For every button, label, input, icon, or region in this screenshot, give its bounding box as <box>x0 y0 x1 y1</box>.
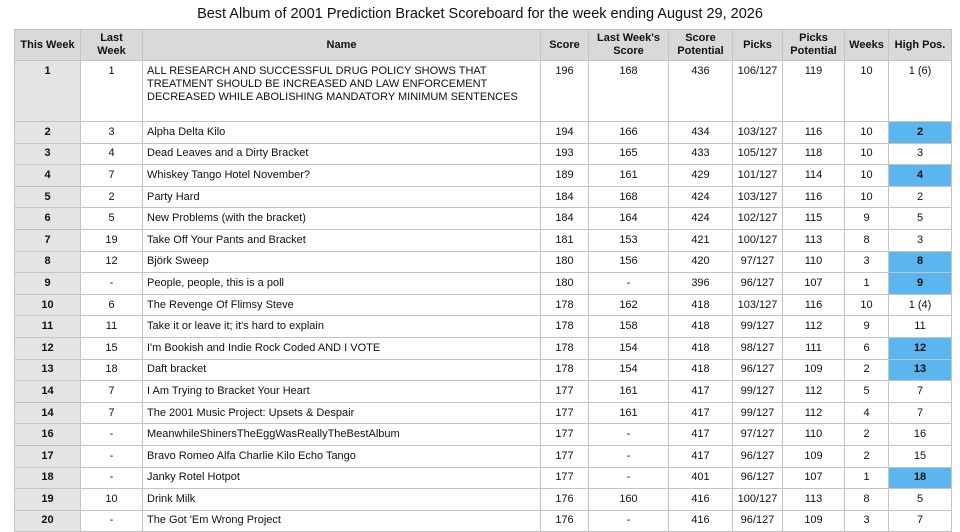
last-week-cell: 7 <box>81 165 143 187</box>
weeks-cell: 3 <box>845 510 889 532</box>
name-cell: Dead Leaves and a Dirty Bracket <box>143 143 541 165</box>
score-cell: 193 <box>541 143 589 165</box>
picks-potential-cell: 110 <box>783 251 845 273</box>
potential-cell: 436 <box>669 61 733 122</box>
score-cell: 178 <box>541 294 589 316</box>
potential-cell: 417 <box>669 381 733 403</box>
potential-cell: 418 <box>669 359 733 381</box>
this-week-cell: 12 <box>15 337 81 359</box>
last-week-cell: 7 <box>81 381 143 403</box>
score-cell: 178 <box>541 359 589 381</box>
picks-potential-cell: 114 <box>783 165 845 187</box>
table-row <box>15 445 952 467</box>
name-cell: Janky Rotel Hotpot <box>143 467 541 489</box>
score-cell: 178 <box>541 316 589 338</box>
weeks-cell: 10 <box>845 61 889 122</box>
score-cell: 196 <box>541 61 589 122</box>
last-score-cell: 168 <box>589 186 669 208</box>
picks-potential-cell: 113 <box>783 229 845 251</box>
col-name: Name <box>143 30 541 61</box>
weeks-cell: 1 <box>845 467 889 489</box>
high-pos-cell: 8 <box>889 251 952 273</box>
this-week-cell: 5 <box>15 186 81 208</box>
weeks-cell: 2 <box>845 445 889 467</box>
high-pos-cell: 5 <box>889 208 952 230</box>
picks-cell: 99/127 <box>733 381 783 403</box>
table-row <box>15 402 952 424</box>
last-week-cell: 15 <box>81 337 143 359</box>
weeks-cell: 10 <box>845 186 889 208</box>
high-pos-cell: 13 <box>889 359 952 381</box>
high-pos-cell: 7 <box>889 381 952 403</box>
last-week-cell: - <box>81 273 143 295</box>
name-cell: I Am Trying to Bracket Your Heart <box>143 381 541 403</box>
name-cell: New Problems (with the bracket) <box>143 208 541 230</box>
col-weeks: Weeks <box>845 30 889 61</box>
picks-cell: 96/127 <box>733 445 783 467</box>
high-pos-cell: 11 <box>889 316 952 338</box>
picks-potential-cell: 113 <box>783 489 845 511</box>
name-cell: ALL RESEARCH AND SUCCESSFUL DRUG POLICY SHOWS THAT TREATMENT SHOULD BE INCREASED AND LAW ENFORCEMENT DECREASED WHILE ABOLISHING MANDATORY MINIMUM SENTENCES <box>143 61 541 122</box>
high-pos-cell: 3 <box>889 143 952 165</box>
weeks-cell: 5 <box>845 381 889 403</box>
weeks-cell: 10 <box>845 122 889 144</box>
table-row <box>15 316 952 338</box>
weeks-cell: 10 <box>845 165 889 187</box>
weeks-cell: 10 <box>845 294 889 316</box>
potential-cell: 424 <box>669 186 733 208</box>
name-cell: The Got 'Em Wrong Project <box>143 510 541 532</box>
score-cell: 184 <box>541 186 589 208</box>
high-pos-cell: 7 <box>889 402 952 424</box>
last-score-cell: - <box>589 510 669 532</box>
potential-cell: 417 <box>669 402 733 424</box>
picks-cell: 99/127 <box>733 402 783 424</box>
potential-cell: 421 <box>669 229 733 251</box>
picks-potential-cell: 116 <box>783 186 845 208</box>
weeks-cell: 4 <box>845 402 889 424</box>
weeks-cell: 2 <box>845 359 889 381</box>
this-week-cell: 18 <box>15 467 81 489</box>
last-score-cell: 166 <box>589 122 669 144</box>
col-high: High Pos. <box>889 30 952 61</box>
table-row <box>15 143 952 165</box>
name-cell: Alpha Delta Kilo <box>143 122 541 144</box>
table-row <box>15 186 952 208</box>
col-this-week: This Week <box>15 30 81 61</box>
picks-cell: 99/127 <box>733 316 783 338</box>
table-row <box>15 294 952 316</box>
this-week-cell: 13 <box>15 359 81 381</box>
score-cell: 176 <box>541 489 589 511</box>
table-row <box>15 359 952 381</box>
last-week-cell: 7 <box>81 402 143 424</box>
picks-cell: 100/127 <box>733 489 783 511</box>
this-week-cell: 14 <box>15 402 81 424</box>
high-pos-cell: 3 <box>889 229 952 251</box>
high-pos-cell: 2 <box>889 186 952 208</box>
potential-cell: 433 <box>669 143 733 165</box>
last-score-cell: 160 <box>589 489 669 511</box>
picks-cell: 100/127 <box>733 229 783 251</box>
high-pos-cell: 1 (4) <box>889 294 952 316</box>
weeks-cell: 2 <box>845 424 889 446</box>
high-pos-cell: 7 <box>889 510 952 532</box>
table-row <box>15 229 952 251</box>
last-score-cell: 153 <box>589 229 669 251</box>
score-cell: 181 <box>541 229 589 251</box>
table-row <box>15 424 952 446</box>
col-score: Score <box>541 30 589 61</box>
picks-potential-cell: 118 <box>783 143 845 165</box>
picks-potential-cell: 109 <box>783 359 845 381</box>
table-row <box>15 489 952 511</box>
picks-potential-cell: 107 <box>783 467 845 489</box>
name-cell: Take it or leave it; it's hard to explain <box>143 316 541 338</box>
high-pos-cell: 5 <box>889 489 952 511</box>
last-score-cell: - <box>589 273 669 295</box>
this-week-cell: 4 <box>15 165 81 187</box>
weeks-cell: 8 <box>845 229 889 251</box>
page-title: Best Album of 2001 Prediction Bracket Scoreboard for the week ending August 29, 2026 <box>197 6 763 22</box>
high-pos-cell: 18 <box>889 467 952 489</box>
last-week-cell: - <box>81 424 143 446</box>
weeks-cell: 8 <box>845 489 889 511</box>
name-cell: I'm Bookish and Indie Rock Coded AND I VOTE <box>143 337 541 359</box>
high-pos-cell: 16 <box>889 424 952 446</box>
last-score-cell: 161 <box>589 381 669 403</box>
picks-cell: 96/127 <box>733 467 783 489</box>
potential-cell: 401 <box>669 467 733 489</box>
last-score-cell: 156 <box>589 251 669 273</box>
potential-cell: 396 <box>669 273 733 295</box>
picks-potential-cell: 112 <box>783 381 845 403</box>
picks-cell: 98/127 <box>733 337 783 359</box>
score-cell: 177 <box>541 424 589 446</box>
last-score-cell: 161 <box>589 402 669 424</box>
last-score-cell: 158 <box>589 316 669 338</box>
picks-potential-cell: 112 <box>783 316 845 338</box>
score-cell: 177 <box>541 445 589 467</box>
this-week-cell: 17 <box>15 445 81 467</box>
score-cell: 177 <box>541 381 589 403</box>
picks-cell: 106/127 <box>733 61 783 122</box>
weeks-cell: 6 <box>845 337 889 359</box>
this-week-cell: 3 <box>15 143 81 165</box>
this-week-cell: 8 <box>15 251 81 273</box>
picks-potential-cell: 116 <box>783 122 845 144</box>
name-cell: Drink Milk <box>143 489 541 511</box>
last-week-cell: 4 <box>81 143 143 165</box>
last-week-cell: 18 <box>81 359 143 381</box>
score-cell: 180 <box>541 251 589 273</box>
last-score-cell: 168 <box>589 61 669 122</box>
high-pos-cell: 9 <box>889 273 952 295</box>
last-week-cell: 11 <box>81 316 143 338</box>
last-week-cell: - <box>81 467 143 489</box>
score-cell: 184 <box>541 208 589 230</box>
last-score-cell: 154 <box>589 359 669 381</box>
this-week-cell: 16 <box>15 424 81 446</box>
table-row <box>15 165 952 187</box>
this-week-cell: 2 <box>15 122 81 144</box>
picks-cell: 96/127 <box>733 273 783 295</box>
picks-cell: 97/127 <box>733 424 783 446</box>
name-cell: Take Off Your Pants and Bracket <box>143 229 541 251</box>
table-row <box>15 208 952 230</box>
score-cell: 176 <box>541 510 589 532</box>
picks-cell: 105/127 <box>733 143 783 165</box>
weeks-cell: 9 <box>845 316 889 338</box>
picks-potential-cell: 110 <box>783 424 845 446</box>
picks-potential-cell: 109 <box>783 445 845 467</box>
picks-cell: 103/127 <box>733 294 783 316</box>
weeks-cell: 1 <box>845 273 889 295</box>
header-row <box>15 30 952 61</box>
potential-cell: 417 <box>669 424 733 446</box>
potential-cell: 434 <box>669 122 733 144</box>
this-week-cell: 19 <box>15 489 81 511</box>
score-cell: 180 <box>541 273 589 295</box>
name-cell: Bravo Romeo Alfa Charlie Kilo Echo Tango <box>143 445 541 467</box>
last-week-cell: 1 <box>81 61 143 122</box>
last-week-cell: 2 <box>81 186 143 208</box>
table-row <box>15 467 952 489</box>
this-week-cell: 14 <box>15 381 81 403</box>
potential-cell: 420 <box>669 251 733 273</box>
this-week-cell: 6 <box>15 208 81 230</box>
potential-cell: 424 <box>669 208 733 230</box>
picks-cell: 101/127 <box>733 165 783 187</box>
table-row <box>15 337 952 359</box>
weeks-cell: 3 <box>845 251 889 273</box>
picks-cell: 103/127 <box>733 122 783 144</box>
last-week-cell: 19 <box>81 229 143 251</box>
table-row <box>15 122 952 144</box>
scoreboard-table <box>14 29 952 532</box>
last-score-cell: - <box>589 467 669 489</box>
col-picks: Picks <box>733 30 783 61</box>
picks-cell: 102/127 <box>733 208 783 230</box>
score-cell: 177 <box>541 402 589 424</box>
picks-potential-cell: 115 <box>783 208 845 230</box>
name-cell: Björk Sweep <box>143 251 541 273</box>
this-week-cell: 1 <box>15 61 81 122</box>
picks-potential-cell: 107 <box>783 273 845 295</box>
potential-cell: 418 <box>669 316 733 338</box>
score-cell: 177 <box>541 467 589 489</box>
name-cell: Daft bracket <box>143 359 541 381</box>
picks-potential-cell: 119 <box>783 61 845 122</box>
col-last-score: Last Week's Score <box>589 30 669 61</box>
this-week-cell: 10 <box>15 294 81 316</box>
name-cell: The Revenge Of Flimsy Steve <box>143 294 541 316</box>
last-week-cell: 6 <box>81 294 143 316</box>
high-pos-cell: 2 <box>889 122 952 144</box>
last-week-cell: 5 <box>81 208 143 230</box>
col-potential: Score Potential <box>669 30 733 61</box>
name-cell: The 2001 Music Project: Upsets & Despair <box>143 402 541 424</box>
high-pos-cell: 1 (6) <box>889 61 952 122</box>
table-row <box>15 273 952 295</box>
potential-cell: 416 <box>669 489 733 511</box>
last-week-cell: 12 <box>81 251 143 273</box>
last-score-cell: - <box>589 445 669 467</box>
name-cell: MeanwhileShinersTheEggWasReallyTheBestAlbum <box>143 424 541 446</box>
table-row <box>15 510 952 532</box>
this-week-cell: 9 <box>15 273 81 295</box>
table-row <box>15 61 952 122</box>
weeks-cell: 9 <box>845 208 889 230</box>
high-pos-cell: 12 <box>889 337 952 359</box>
last-score-cell: - <box>589 424 669 446</box>
last-week-cell: - <box>81 445 143 467</box>
score-cell: 189 <box>541 165 589 187</box>
last-score-cell: 162 <box>589 294 669 316</box>
potential-cell: 417 <box>669 445 733 467</box>
this-week-cell: 20 <box>15 510 81 532</box>
potential-cell: 429 <box>669 165 733 187</box>
last-week-cell: 3 <box>81 122 143 144</box>
potential-cell: 418 <box>669 294 733 316</box>
picks-potential-cell: 112 <box>783 402 845 424</box>
table-row <box>15 251 952 273</box>
score-cell: 178 <box>541 337 589 359</box>
picks-cell: 96/127 <box>733 359 783 381</box>
name-cell: Party Hard <box>143 186 541 208</box>
last-week-cell: 10 <box>81 489 143 511</box>
high-pos-cell: 4 <box>889 165 952 187</box>
this-week-cell: 7 <box>15 229 81 251</box>
potential-cell: 416 <box>669 510 733 532</box>
this-week-cell: 11 <box>15 316 81 338</box>
score-cell: 194 <box>541 122 589 144</box>
col-last-week: Last Week <box>81 30 143 61</box>
last-score-cell: 161 <box>589 165 669 187</box>
picks-cell: 103/127 <box>733 186 783 208</box>
last-week-cell: - <box>81 510 143 532</box>
potential-cell: 418 <box>669 337 733 359</box>
name-cell: Whiskey Tango Hotel November? <box>143 165 541 187</box>
picks-cell: 96/127 <box>733 510 783 532</box>
picks-potential-cell: 116 <box>783 294 845 316</box>
last-score-cell: 154 <box>589 337 669 359</box>
table-row <box>15 381 952 403</box>
picks-potential-cell: 109 <box>783 510 845 532</box>
name-cell: People, people, this is a poll <box>143 273 541 295</box>
high-pos-cell: 15 <box>889 445 952 467</box>
picks-cell: 97/127 <box>733 251 783 273</box>
picks-potential-cell: 111 <box>783 337 845 359</box>
last-score-cell: 164 <box>589 208 669 230</box>
weeks-cell: 10 <box>845 143 889 165</box>
col-picks-potential: Picks Potential <box>783 30 845 61</box>
last-score-cell: 165 <box>589 143 669 165</box>
